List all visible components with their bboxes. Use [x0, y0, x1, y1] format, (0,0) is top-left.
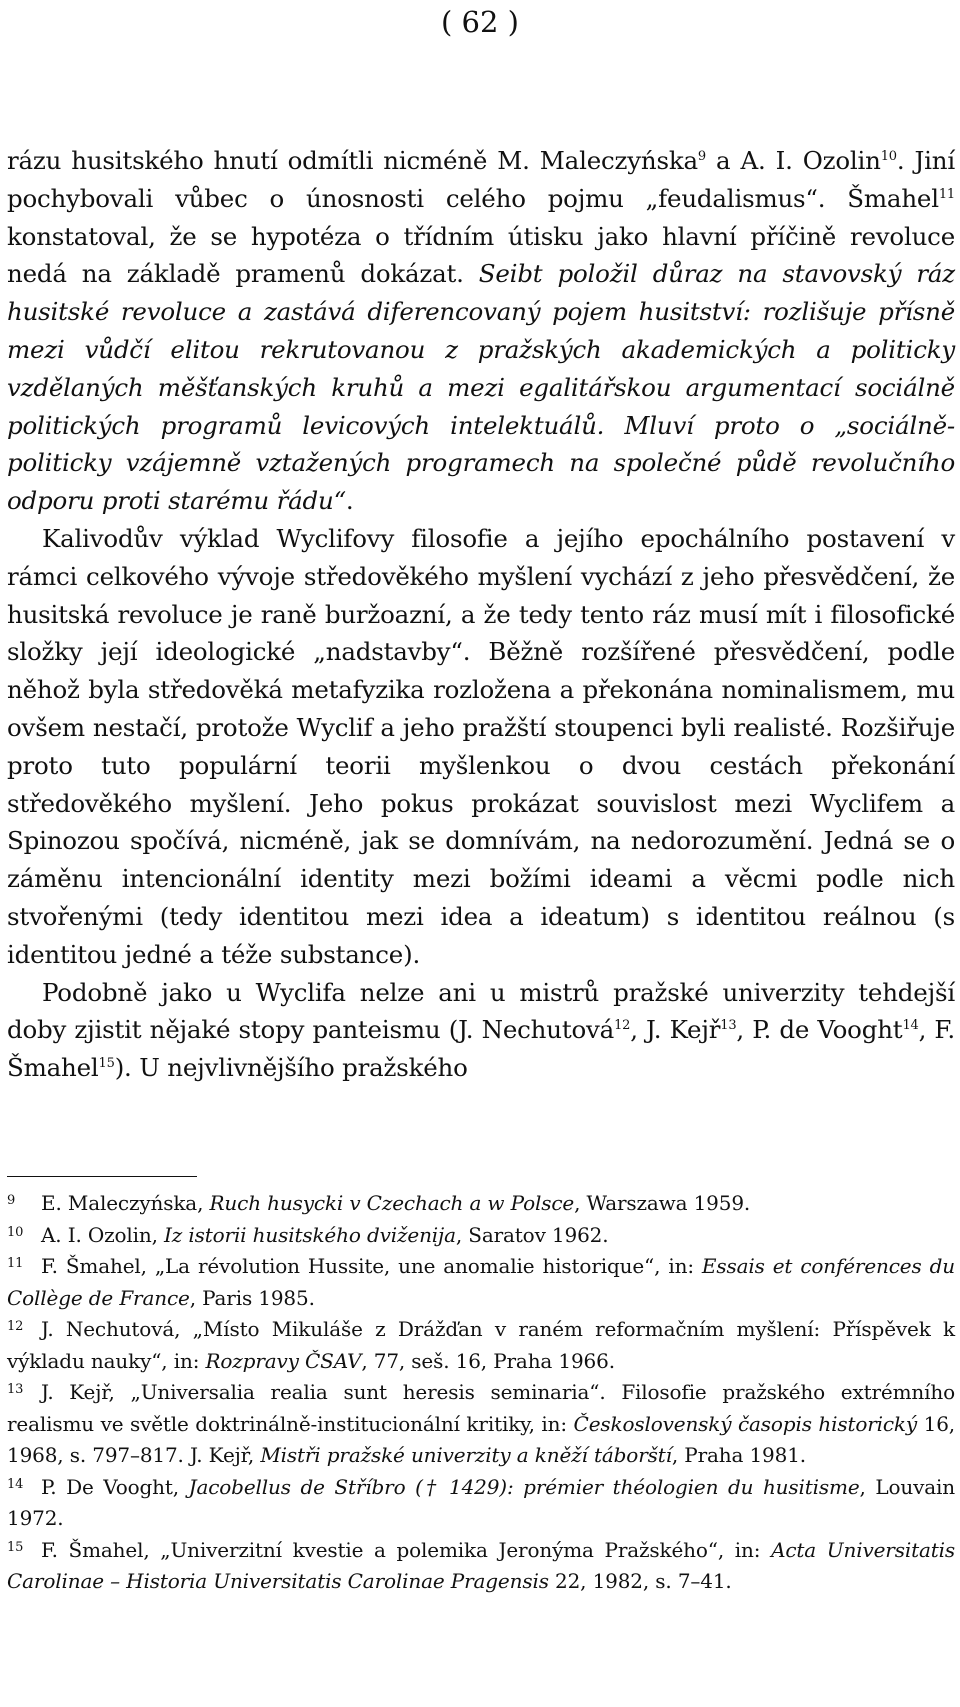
text-run: , F. Šmahel [7, 1015, 955, 1083]
paragraph-1 [7, 142, 955, 520]
footnote-text: , 77, seš. 16, Praha 1966. [361, 1348, 615, 1373]
footnote-separator [7, 1176, 197, 1177]
main-text [7, 142, 955, 1087]
footnote-title: Iz istorii husitského dviženija [164, 1222, 456, 1247]
footnote-text: , Paris 1985. [189, 1285, 315, 1310]
footnote-ref-13[interactable]: 13 [720, 1018, 737, 1034]
footnote-11: 11 F. Šmahel, „La révolution Hussite, une anomalie historique“, in: Essais et conférences du Collège de France, Paris 1985. [7, 1254, 955, 1310]
footnote-title: Acta Universitatis Carolinae – Historia Universitatis Carolinae Pragensis [7, 1537, 955, 1593]
footnote-title: Rozpravy ČSAV [205, 1348, 362, 1373]
footnote-text: J. Kejř, „Universalia realia sunt heresis seminaria“. Filosofie pražského extrémního realismu ve světle doktrinálně-institucionální kritiky, in: [7, 1380, 955, 1436]
paragraph-3 [7, 974, 955, 1087]
text-run: , J. Kejř [630, 1015, 721, 1045]
footnote-text: , Praha 1981. [671, 1443, 806, 1467]
footnote-text: P. De Vooght, [41, 1474, 189, 1499]
italic-passage: Seibt položil důraz na stavovský ráz husitské revoluce a zastává diferencovaný pojem husitství: rozlišuje přísně mezi vůdčí elitou rekrutovanou z pražských akademických a politicky vzdělaných měšťanských kruhů a mezi egalitářskou argumentací sociálně politických programů levicových intelektuálů. Mluví proto o „sociálně-politicky vzájemně vztažených programech na společné půdě revolučního odporu proti starému řádu“ [7, 259, 955, 516]
text-run: , P. de Vooght [736, 1015, 903, 1045]
text-run: konstatoval, že se hypotéza o třídním útisku jako hlavní příčině revoluce nedá na základě pramenů dokázat. [7, 221, 955, 289]
footnote-text: 22, 1982, s. 7–41. [548, 1569, 732, 1593]
footnote-ref-12[interactable]: 12 [614, 1018, 631, 1034]
footnote-text: E. Maleczyńska, [41, 1191, 210, 1215]
footnote-text: F. Šmahel, „Univerzitní kvestie a polemika Jeronýma Pražského“, in: [41, 1537, 772, 1562]
footnote-12: 12 J. Nechutová, „Místo Mikuláše z Drážďan v raném reformačním myšlení: Příspěvek k výkladu nauky“, in: Rozpravy ČSAV, 77, seš. 16, Praha 1966. [7, 1317, 955, 1373]
text-run: ). U nejvlivnějšího pražského [114, 1053, 468, 1083]
footnote-title: Mistři pražské univerzity a kněží táborští [260, 1443, 672, 1467]
footnote-ref-10[interactable]: 10 [880, 149, 897, 164]
footnote-title: Ruch husycki v Czechach a w Polsce [209, 1191, 575, 1215]
footnote-15: 15 F. Šmahel, „Univerzitní kvestie a polemika Jeronýma Pražského“, in: Acta Universitatis Carolinae – Historia Universitatis Carolinae Pragensis 22, 1982, s. 7–41. [7, 1537, 955, 1593]
text-run: Podobně jako u Wyclifa nelze ani u mistrů pražské univerzity tehdejší doby zjistit nějaké stopy panteismu (J. Nechutová [7, 977, 955, 1045]
footnote-ref-9[interactable]: 9 [697, 149, 706, 164]
footnote-text: J. Nechutová, „Místo Mikuláše z Drážďan v raném reformačním myšlení: Příspěvek k výkladu nauky“, in: [7, 1317, 955, 1373]
paragraph-2: Kalivodův výklad Wyclifovy filosofie a jejího epochálního postavení v rámci celkového vývoje středověkého myšlení vychází z jeho přesvědčení, že husitská revoluce je raně buržoazní, a že tedy tento ráz musí mít i filosofické složky její ideologické „nadstavby“. Běžně rozšířené přesvědčení, podle něhož byla středověká metafyzika rozložena a překonána nominalismem, mu ovšem nestačí, protože Wyclif a jeho pražští stoupenci byli realisté. Rozšiřuje proto tuto populární teorii myšlenkou o dvou cestách překonání středověkého myšlení. Jeho pokus prokázat souvislost mezi Wyclifem a Spinozou spočívá, nicméně, jak se domnívám, na nedorozumění. Jedná se o záměnu intencionální identity mezi božími ideami a věcmi podle nich stvořenými (tedy identitou mezi idea a ideatum) s identitou reálnou (s identitou jedné a téže substance). [7, 523, 955, 969]
footnote-text: 16, 1968, s. 797–817. J. Kejř, [7, 1411, 955, 1467]
footnote-10: 10 A. I. Ozolin, Iz istorii husitského dviženija, Saratov 1962. [7, 1222, 609, 1247]
footnote-14: 14 P. De Vooght, Jacobellus de Stříbro († 1429): prémier théologien du husitisme, Louvain 1972. [7, 1474, 955, 1530]
footnote-title: Essais et conférences du Collège de France [7, 1254, 955, 1310]
page-number: ( 62 ) [441, 5, 519, 39]
footnote-text: F. Šmahel, „La révolution Hussite, une anomalie historique“, in: [41, 1254, 702, 1278]
footnote-ref-11[interactable]: 11 [938, 186, 955, 202]
footnote-title: Československý časopis historický [573, 1411, 918, 1436]
footnotes [7, 1188, 955, 1598]
footnote-text: A. I. Ozolin, [41, 1222, 165, 1247]
footnote-9: 9 E. Maleczyńska, Ruch husycki v Czechach a w Polsce, Warszawa 1959. [7, 1191, 751, 1215]
text-run: . Jiní pochybovali vůbec o únosnosti celého pojmu „feudalismus“. Šmahel [7, 146, 955, 213]
footnote-text: , Louvain 1972. [7, 1474, 955, 1530]
footnote-text: , Warszawa 1959. [574, 1191, 751, 1215]
text-run: a A. I. Ozolin [705, 146, 881, 175]
footnote-13: 13 J. Kejř, „Universalia realia sunt heresis seminaria“. Filosofie pražského extrémního realismu ve světle doktrinálně-institucionální kritiky, in: Československý časopis historický 16, 1968, s. 797–817. J. Kejř, Mistři pražské univerzity a kněží táborští, Praha 1981. [7, 1380, 955, 1467]
footnote-ref-14[interactable]: 14 [902, 1018, 919, 1034]
footnote-text: , Saratov 1962. [455, 1222, 609, 1247]
text-run: . [345, 486, 354, 516]
text-run: rázu husitského hnutí odmítli nicméně M. Maleczyńska [7, 146, 698, 175]
footnote-title: Jacobellus de Stříbro († 1429): prémier théologien du husitisme [188, 1474, 860, 1499]
footnote-ref-15[interactable]: 15 [98, 1056, 115, 1072]
